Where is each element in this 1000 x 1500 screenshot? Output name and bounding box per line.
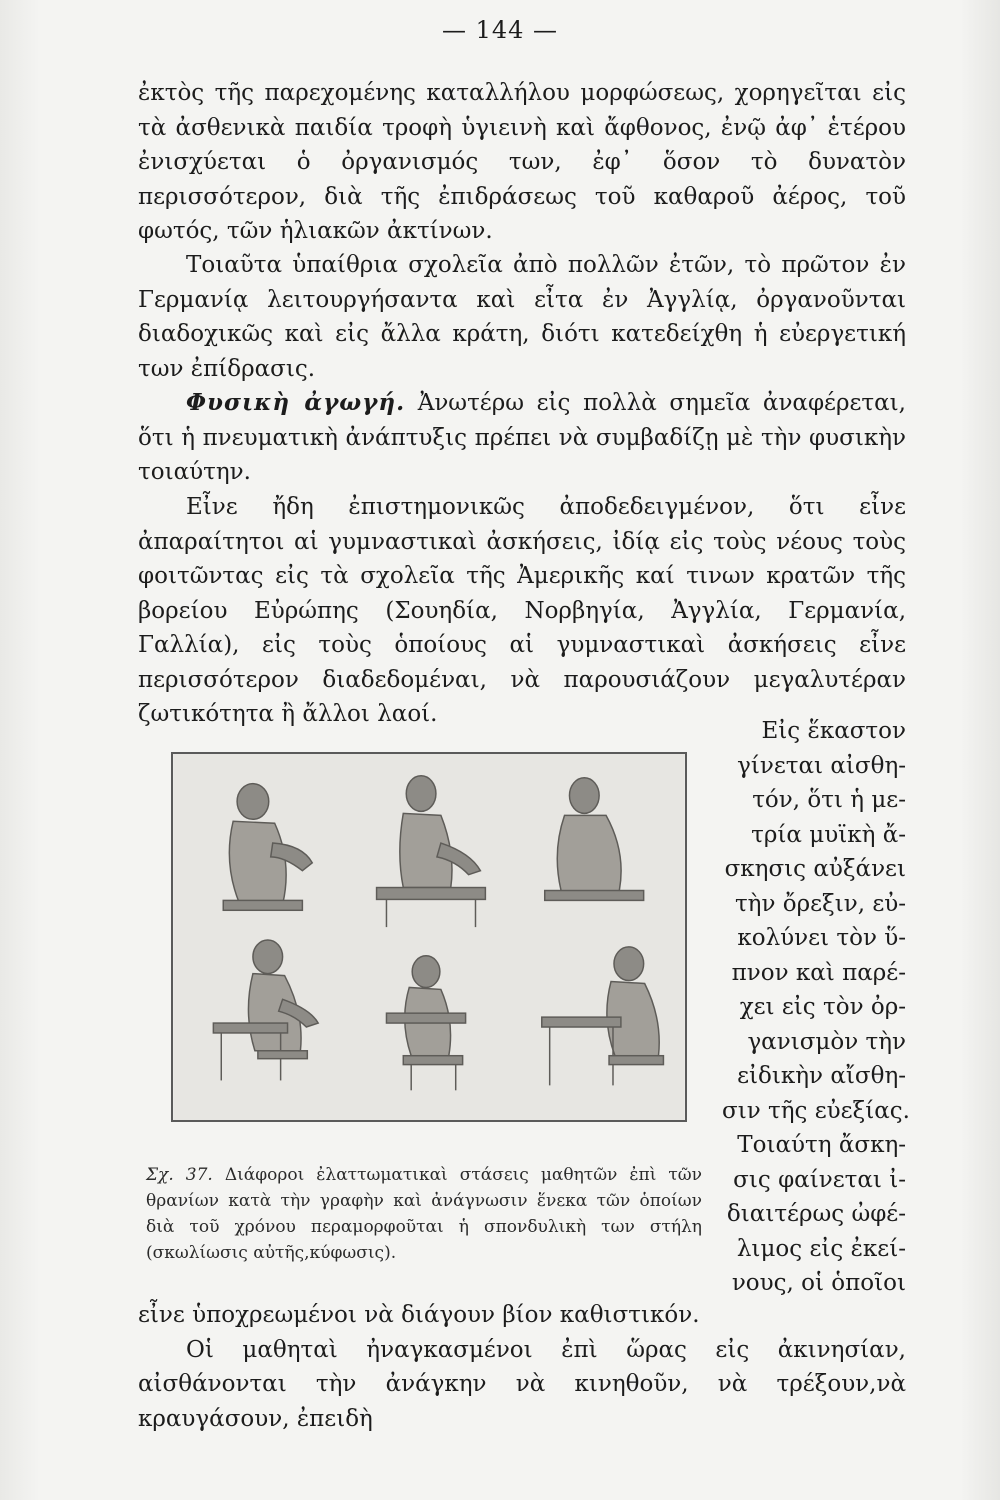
figure-posture-illustration bbox=[171, 752, 687, 1122]
bottom-line-continuation: εἶνε ὑποχρεωμένοι νὰ διάγουν βίον καθιστικόν. bbox=[138, 1302, 700, 1328]
side-line: λιμος εἰς ἐκεί- bbox=[736, 1235, 906, 1262]
posture-drawings bbox=[173, 754, 685, 1120]
side-line: κολύνει τὸν ὕ- bbox=[737, 925, 906, 951]
section-heading-body: Ἀνωτέρω εἰς πολλὰ σημεῖα ἀναφέρεται, ὅτι ἡ πνευματικὴ ἀνάπτυξις πρέπει νὰ συμβαδίζῃ μὲ τὴν φυσικὴν τοιαύτην. bbox=[138, 390, 906, 485]
side-line: Τοιαύτη ἄσκη- bbox=[737, 1132, 906, 1158]
side-line: Εἰς ἕκαστον bbox=[761, 718, 906, 744]
figure-caption bbox=[146, 1162, 702, 1266]
side-line: τρία μυϊκὴ ἄ- bbox=[751, 821, 906, 848]
paragraph-gymnastics: Εἶνε ἤδη ἐπιστημονικῶς ἀποδεδειγμένον, ὅτι εἶνε ἀπαραίτητοι αἱ γυμναστικαὶ ἀσκήσεις, ἰδίᾳ εἰς τοὺς νέους τοὺς φοιτῶντας εἰς τὰ σχολεῖα τῆς Ἀμερικῆς καί τινων κρατῶν τῆς βορείου Εὐρώπης (Σουηδία, Νορβηγία, Ἀγγλία, Γερμανία, Γαλλία), εἰς τοὺς ὁποίους αἱ γυμναστικαὶ ἀσκήσεις εἶνε περισσότερον διαδεδομέναι, νὰ παρουσιάζουν μεγαλυτέραν ζωτικότητα ἢ ἄλλοι λαοί. bbox=[138, 494, 906, 727]
page-number: — 144 — bbox=[441, 16, 559, 44]
figure-caption-text: Διάφοροι ἐλαττωματικαὶ στάσεις μαθητῶν ἐπὶ τῶν θρανίων κατὰ τὴν γραφὴν καὶ ἀνάγνωσιν ἕνεκα τῶν ὁποίων διὰ τοῦ χρόνου περαμορφοῦται ἡ σπονδυλικὴ των στήλη (σκωλίωσις αὐτῆς,κύφωσις). bbox=[146, 1165, 703, 1263]
side-line: χει εἰς τὸν ὀρ- bbox=[739, 994, 906, 1020]
paragraph-open-air-schools: Τοιαῦτα ὑπαίθρια σχολεῖα ἀπὸ πολλῶν ἐτῶν, τὸ πρῶτον ἐν Γερμανίᾳ λειτουργήσαντα καὶ εἶτα ἐν Ἀγγλίᾳ, ὀργανοῦνται διαδοχικῶς καὶ εἰς ἄλλα κράτη, διότι κατεδείχθη ἡ εὐεργετική των ἐπίδρασις. bbox=[138, 252, 906, 382]
paragraph-continuation: ἐκτὸς τῆς παρεχομένης καταλλήλου μορφώσεως, χορηγεῖται εἰς τὰ ἀσθενικὰ παιδία τροφὴ ὑγιεινὴ καὶ ἄφθονος, ἐνῷ ἀφ᾽ ἑτέρου ἐνισχύεται ὁ ὀργανισμός των, ἐφ᾽ ὅσον τὸ δυνατὸν περισσότερον, διὰ τῆς ἐπιδράσεως τοῦ καθαροῦ ἀέρος, τοῦ φωτός, τῶν ἡλιακῶν ἀκτίνων. bbox=[138, 80, 906, 244]
side-line: σιν τῆς εὐεξίας. bbox=[722, 1097, 910, 1124]
side-line: τὴν ὄρεξιν, εὐ- bbox=[734, 890, 906, 917]
side-text-column bbox=[722, 714, 910, 1301]
side-line: πνον καὶ παρέ- bbox=[731, 959, 906, 986]
side-line: γανισμὸν τὴν bbox=[747, 1028, 906, 1055]
section-heading: Φυσικὴ ἀγωγή. bbox=[186, 389, 406, 416]
side-line: διαιτέρως ὠφέ- bbox=[726, 1201, 906, 1227]
side-line: σις φαίνεται ἰ- bbox=[733, 1166, 906, 1193]
paragraph-students-movement: Οἱ μαθηταὶ ἠναγκασμένοι ἐπὶ ὥρας εἰς ἀκινησίαν, αἰσθάνονται τὴν ἀνάγκην νὰ κινηθοῦν, νὰ τρέξουν,νὰ κραυγάσουν, ἐπειδὴ bbox=[138, 1336, 906, 1432]
figure-caption-label: Σχ. 37. bbox=[146, 1165, 213, 1185]
paragraph-physical-education bbox=[138, 386, 906, 490]
side-line: γίνεται αἰσθη- bbox=[737, 752, 906, 779]
side-line: σκησις αὐξάνει bbox=[724, 856, 906, 882]
side-line: εἰδικὴν αἴσθη- bbox=[737, 1063, 906, 1089]
bottom-text bbox=[138, 1298, 906, 1436]
side-line: τόν, ὅτι ἡ με- bbox=[752, 787, 906, 813]
side-line: νους, οἱ ὁποῖοι bbox=[731, 1270, 906, 1296]
